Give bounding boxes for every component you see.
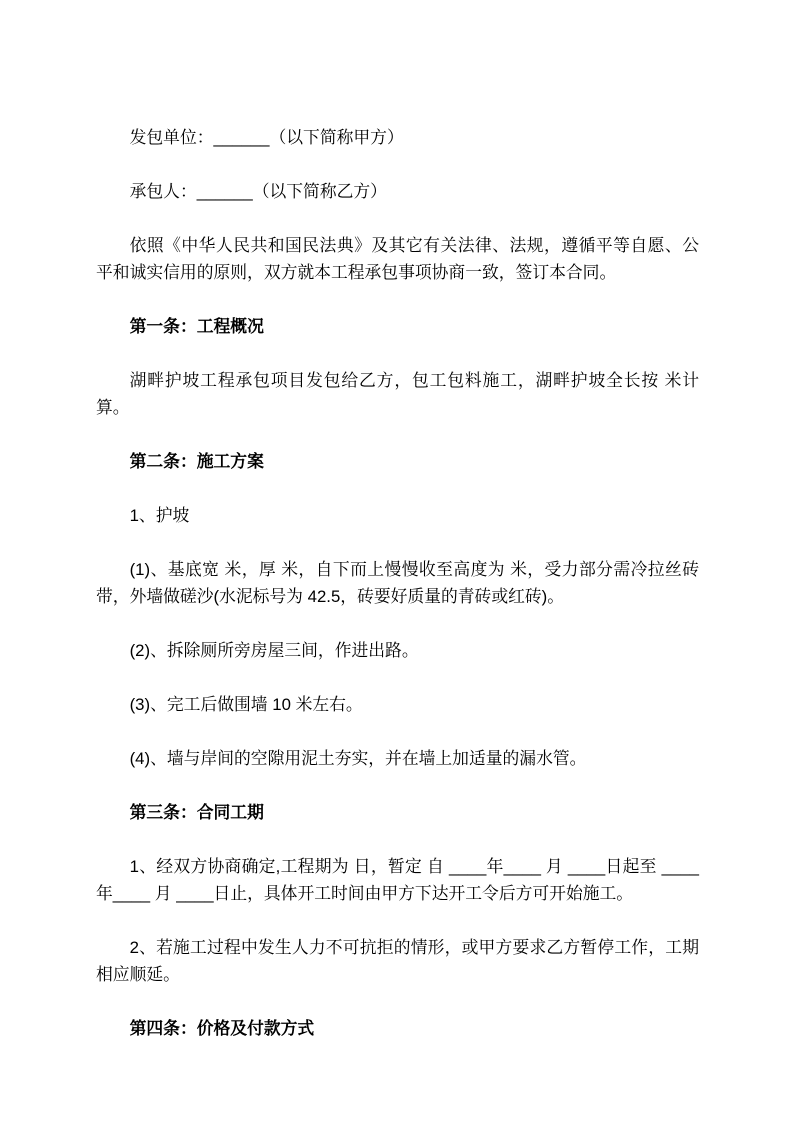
clause-2-heading: 第二条：施工方案 (129, 452, 264, 471)
clause-2-subitem-4: (4)、墙与岸间的空隙用泥土夯实，并在墙上加适量的漏水管。 (129, 749, 587, 768)
clause-4-heading: 第四条：价格及付款方式 (129, 1019, 315, 1038)
clause-1-body: 湖畔护坡工程承包项目发包给乙方，包工包料施工，湖畔护坡全长按 米计算。 (96, 371, 699, 417)
clause-3-heading: 第三条：合同工期 (129, 803, 264, 822)
party-a-field-line: 发包单位：______（以下简称甲方） (129, 128, 404, 147)
preamble-paragraph: 依照《中华人民共和国民法典》及其它有关法律、法规，遵循平等自愿、公平和诚实信用的原则，双方就本工程承包事项协商一致，签订本合同。 (96, 236, 699, 282)
clause-3-item-1: 1、经双方协商确定,工程期为 日，暂定 自 ____年____ 月 ____日起至 ____年____ 月 ____日止，具体开工时间由甲方下达开工令后方可开始施工。 (96, 857, 699, 903)
clause-2-item-slope-label: 1、护坡 (129, 506, 190, 525)
clause-2-subitem-3: (3)、完工后做围墙 10 米左右。 (129, 695, 363, 714)
clause-3-item-2: 2、若施工过程中发生人力不可抗拒的情形，或甲方要求乙方暂停工作，工期相应顺延。 (96, 938, 699, 984)
clause-1-heading: 第一条：工程概况 (129, 317, 264, 336)
party-b-field-line: 承包人：______（以下简称乙方） (129, 182, 387, 201)
clause-2-subitem-2: (2)、拆除厕所旁房屋三间，作进出路。 (129, 641, 419, 660)
clause-2-subitem-1: (1)、基底宽 米，厚 米，自下而上慢慢收至高度为 米，受力部分需冷拉丝砖带，外墙做磋沙(水泥标号为 42.5，砖要好质量的青砖或红砖)。 (96, 560, 699, 606)
